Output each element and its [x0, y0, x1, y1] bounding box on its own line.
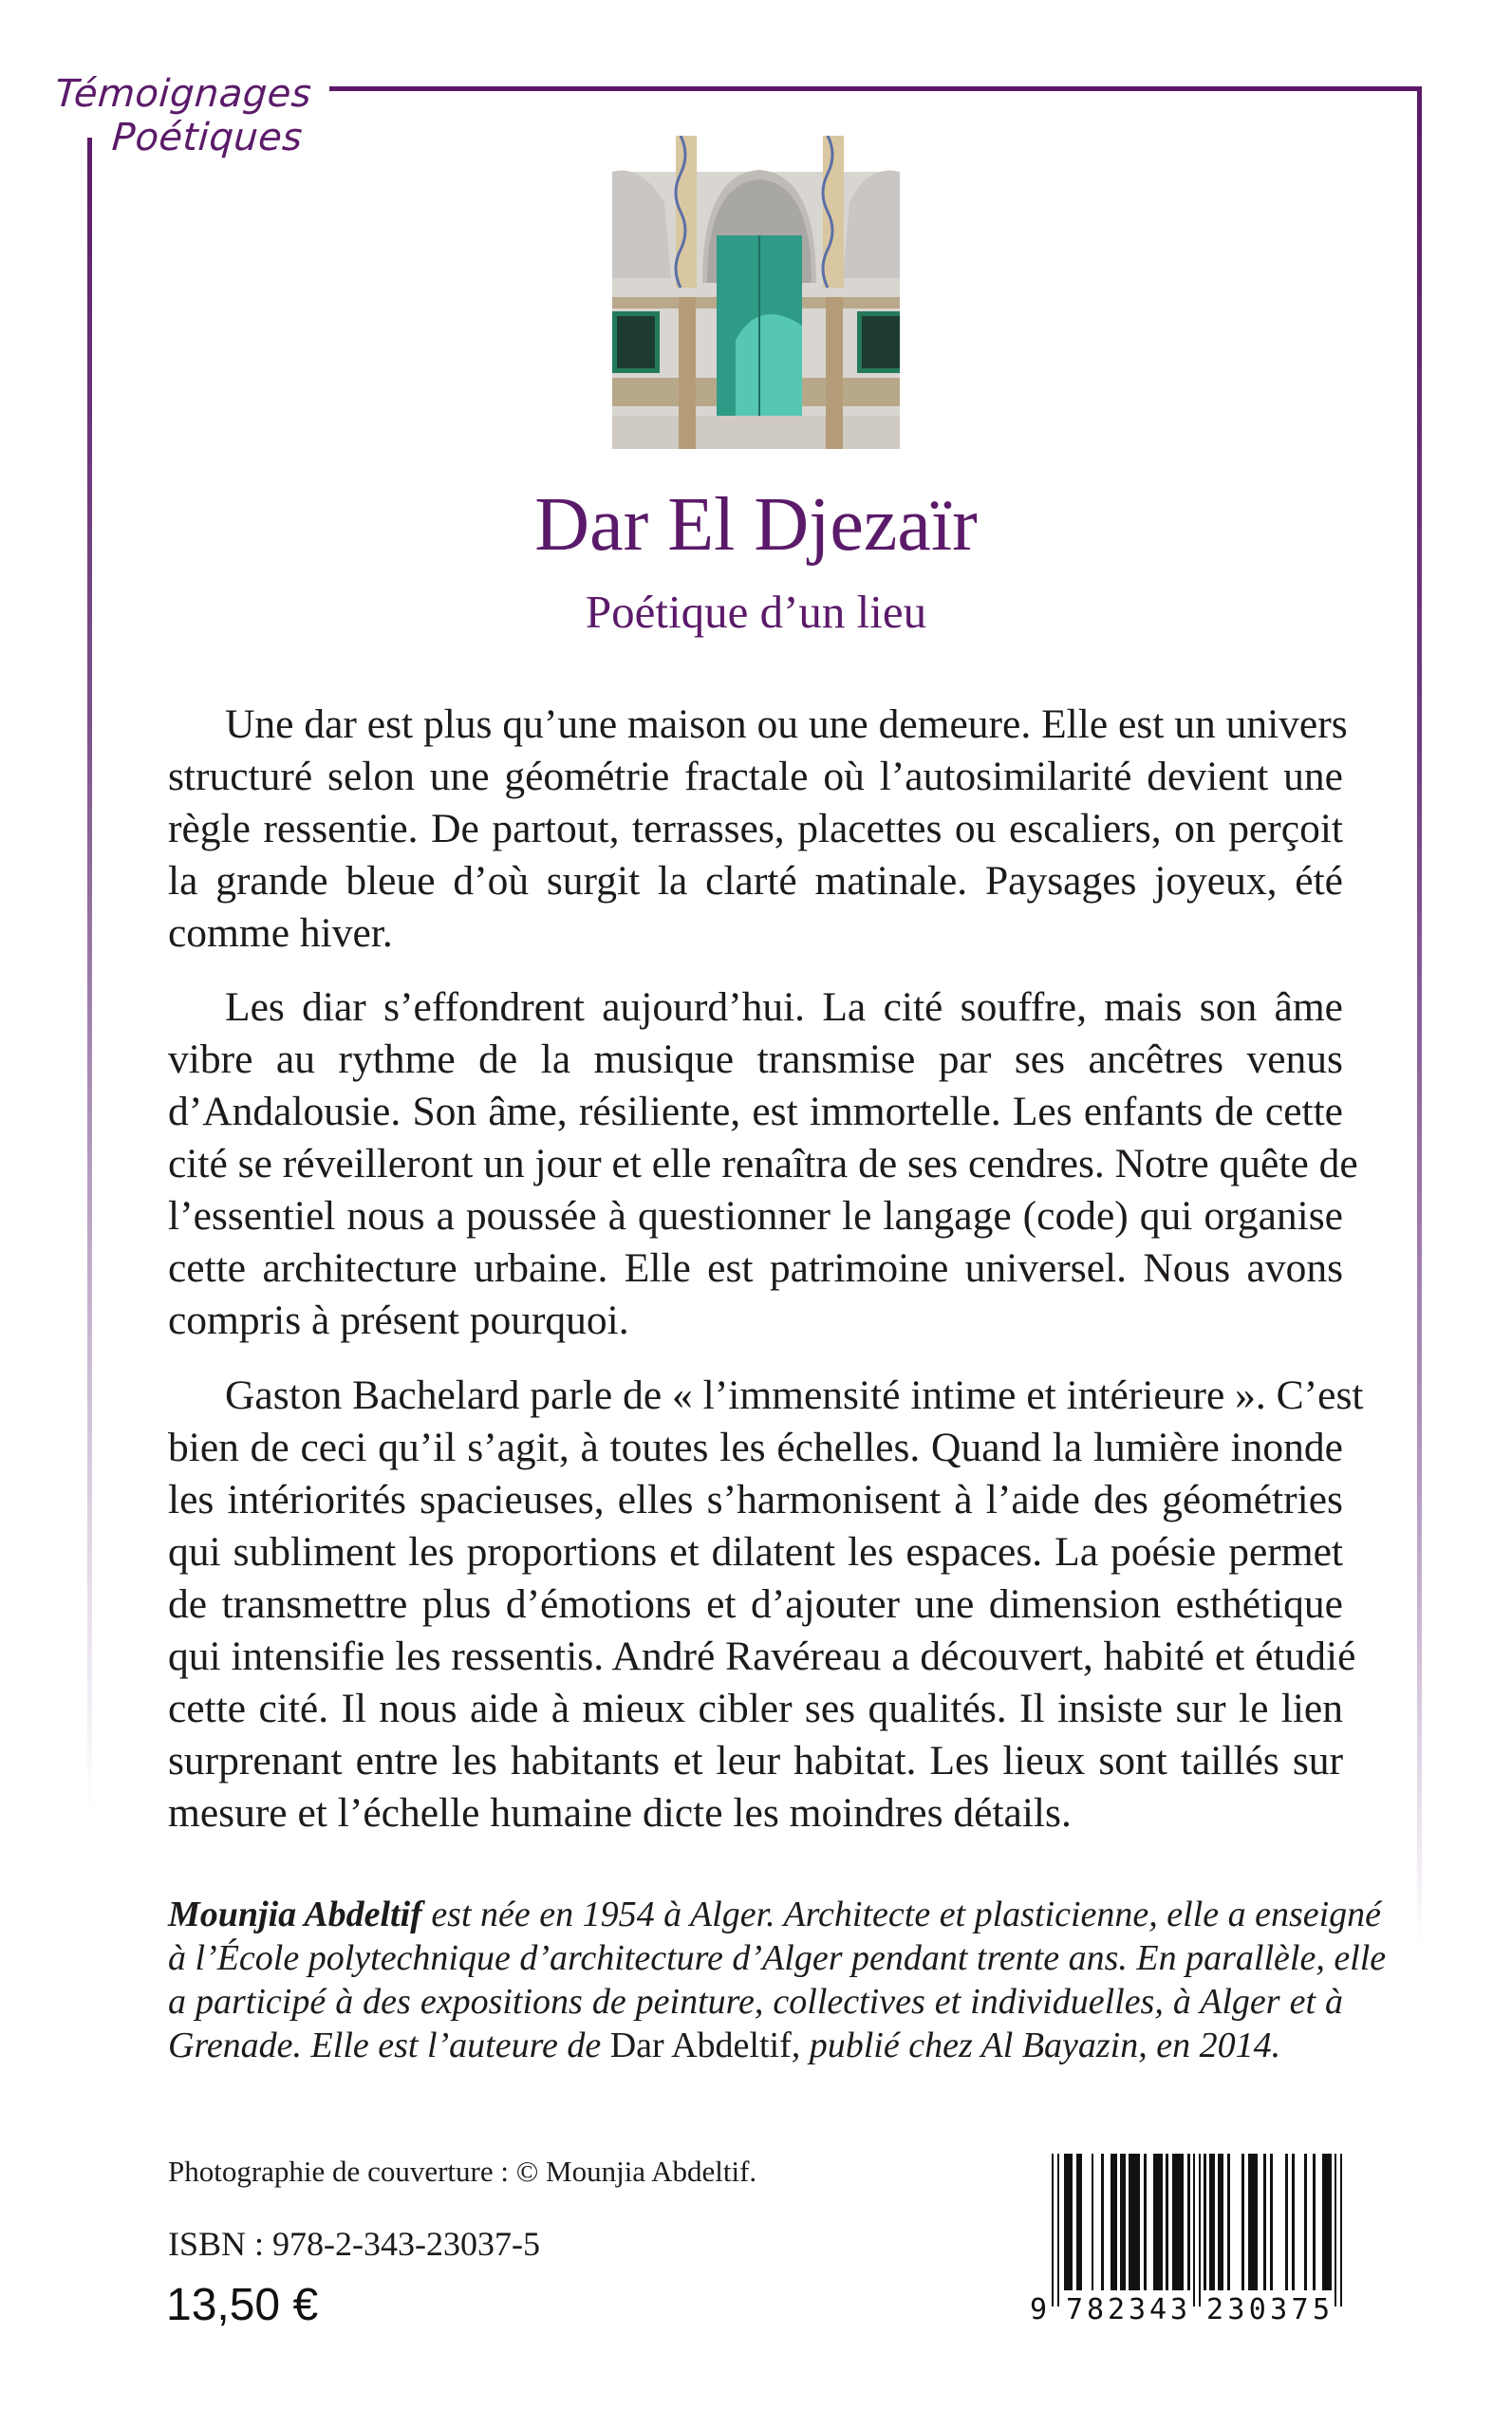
text-line: la grande bleue d’où surgit la clarté matinale. Paysages joyeux, été: [168, 858, 1343, 904]
text-line: les intériorités spacieuses, elles s’harmonisent à l’aide des géométries: [168, 1477, 1343, 1522]
text-line: comme hiver.: [168, 910, 393, 956]
frame-left-border: [87, 138, 92, 1813]
text-line: Gaston Bachelard parle de « l’immensité intime et intérieure ». C’est: [225, 1373, 1364, 1418]
text-line: qui intensifie les ressentis. André Ravéreau a découvert, habité et étudié: [168, 1634, 1356, 1679]
courtyard-illustration: [612, 136, 900, 449]
series-name-line1: Témoignages: [53, 72, 313, 116]
text-line: bien de ceci qu’il s’agit, à toutes les échelles. Quand la lumière inonde: [168, 1425, 1343, 1470]
text-line: de transmettre plus d’émotions et d’ajouter une dimension esthétique: [168, 1581, 1343, 1627]
barcode-digits-right: 230375: [1206, 2293, 1330, 2326]
text-line: compris à présent pourquoi.: [168, 1298, 629, 1343]
text-line: surprenant entre les habitants et leur habitat. Les lieux sont taillés sur: [168, 1738, 1343, 1783]
text-line: cette architecture urbaine. Elle est patrimoine universel. Nous avons: [168, 1245, 1343, 1291]
bio-line: Grenade. Elle est l’auteure de Dar Abdeltif, publié chez Al Bayazin, en 2014.: [168, 2026, 1281, 2065]
barcode-icon: [1025, 2147, 1353, 2327]
barcode-digit-first: 9: [1030, 2293, 1048, 2326]
text-line: l’essentiel nous a poussée à questionner le langage (code) qui organise: [168, 1193, 1343, 1239]
text-line: structuré selon une géométrie fractale où l’autosimilarité devient une: [168, 754, 1343, 799]
series-name-line2: Poétiques: [110, 116, 305, 159]
text-line: Les diar s’effondrent aujourd’hui. La cité souffre, mais son âme: [225, 984, 1343, 1030]
book-title: Dar El Djezaïr: [534, 483, 978, 567]
text-line: cette cité. Il nous aide à mieux cibler ses qualités. Il insiste sur le lien: [168, 1686, 1343, 1731]
photo-credit: Photographie de couverture : © Mounjia Abdeltif.: [168, 2155, 757, 2188]
cover-photo: [612, 136, 900, 449]
barcode-digits-left: 782343: [1066, 2293, 1187, 2326]
bio-line: à l’École polytechnique d’architecture d’Alger pendant trente ans. En parallèle, elle: [168, 1938, 1387, 1978]
isbn-barcode: [1025, 2147, 1353, 2327]
frame-top-border: [329, 86, 1421, 91]
text-line: qui subliment les proportions et dilatent les espaces. La poésie permet: [168, 1529, 1343, 1575]
book-subtitle: Poétique d’un lieu: [585, 586, 927, 638]
bio-line: Mounjia Abdeltif est née en 1954 à Alger. Architecte et plasticienne, elle a enseigné: [168, 1895, 1382, 1934]
text-line: d’Andalousie. Son âme, résiliente, est immortelle. Les enfants de cette: [168, 1089, 1343, 1134]
author-name: Mounjia Abdeltif: [168, 1895, 422, 1934]
text-line: cité se réveilleront un jour et elle renaîtra de ses cendres. Notre quête de: [168, 1141, 1358, 1186]
text-line: règle ressentie. De partout, terrasses, placettes ou escaliers, on perçoit: [168, 806, 1343, 851]
text-line: mesure et l’échelle humaine dicte les moindres détails.: [168, 1790, 1072, 1836]
bio-line: a participé à des expositions de peinture, collectives et individuelles, à Alger et à: [168, 1982, 1343, 2022]
frame-right-border: [1417, 86, 1422, 1947]
text-line: vibre au rythme de la musique transmise par ses ancêtres venus: [168, 1036, 1343, 1082]
price: 13,50 €: [166, 2280, 319, 2330]
book-reference: Dar Abdeltif: [609, 2026, 792, 2065]
text-line: Une dar est plus qu’une maison ou une demeure. Elle est un univers: [225, 701, 1348, 747]
isbn: ISBN : 978-2-343-23037-5: [168, 2225, 540, 2263]
